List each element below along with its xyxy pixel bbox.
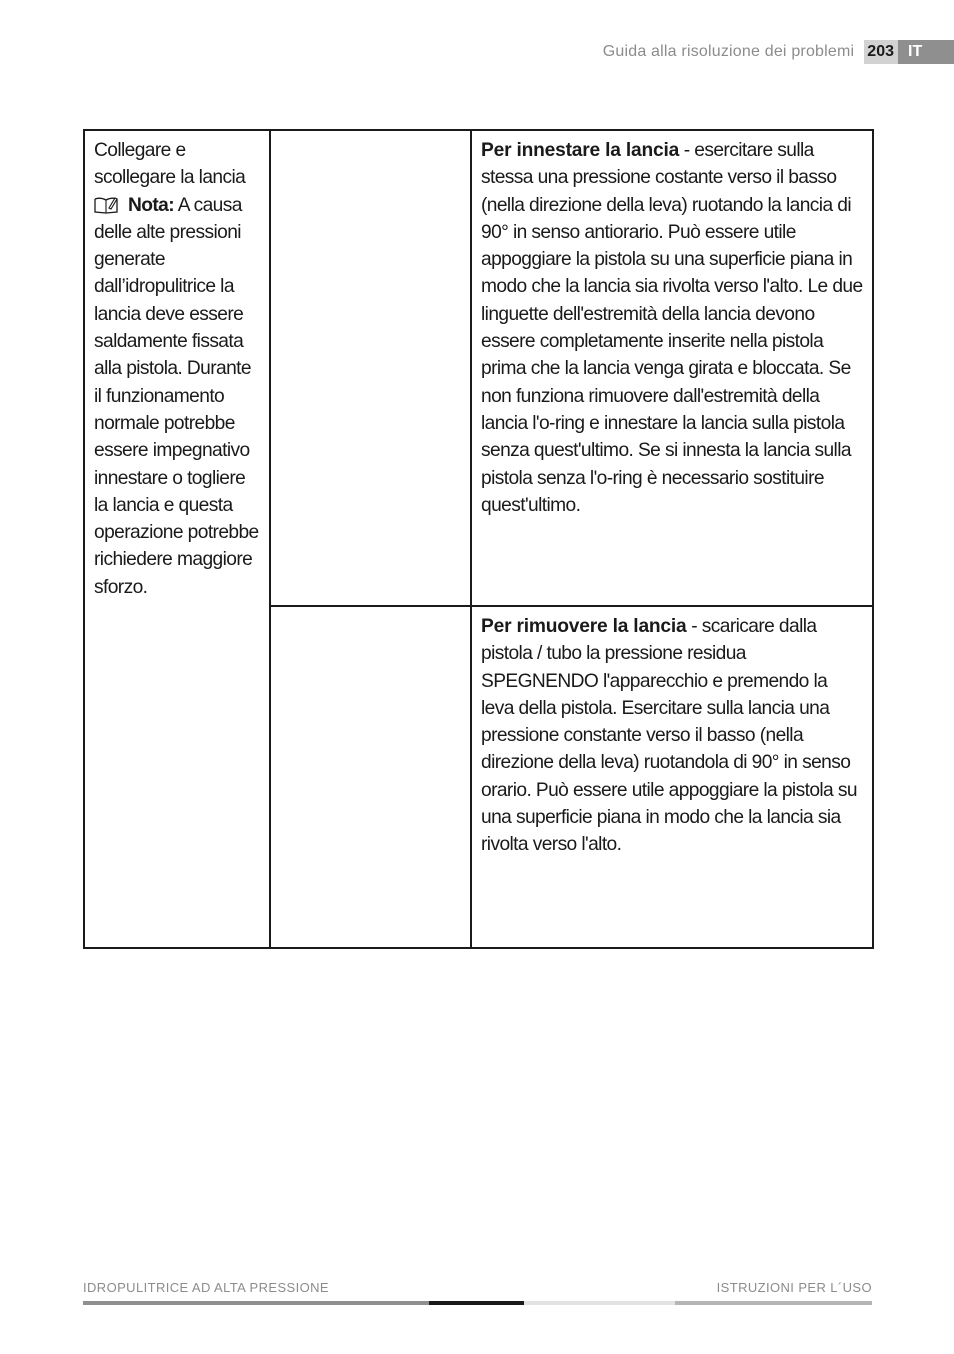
page-header xyxy=(603,40,954,64)
solution-1-heading: Per innestare la lancia xyxy=(481,140,680,161)
solution-cell-2 xyxy=(471,606,873,948)
cause-cell-2 xyxy=(270,606,471,948)
solution-2-text: - scaricare dalla pistola / tubo la pressione residua SPEGNENDO l'apparecchio e premendo la leva della pistola. Esercitare sulla lancia una pressione constante verso il basso (nella direzione della leva) ruotandola di 90° in senso orario. Può essere utile appoggiare la pistola su una superficie piana in modo che la lancia sia rivolta verso l'alto. xyxy=(481,616,857,856)
problem-cell xyxy=(84,130,270,948)
cause-cell-1 xyxy=(270,130,471,606)
footer-bar-segment xyxy=(83,1301,429,1305)
footer-manual: ISTRUZIONI PER L´USO xyxy=(716,1280,872,1295)
note-label: Nota: xyxy=(128,194,175,216)
footer-bar-segment xyxy=(524,1301,675,1305)
note-pencil-icon xyxy=(94,196,118,214)
solution-cell-1 xyxy=(471,130,873,606)
troubleshooting-table xyxy=(83,129,874,949)
note-text: A causa delle alte pressioni generate dall’idropulitrice la lancia deve essere saldamente fissata alla pistola. Durante il funzionamento normale potrebbe essere impegnativo innestare o togliere la lancia e questa operazione potrebbe richiedere maggiore sforzo. xyxy=(94,194,259,598)
page-number: 203 xyxy=(864,40,898,64)
footer-bar-segment xyxy=(675,1301,872,1305)
footer-product: IDROPULITRICE AD ALTA PRESSIONE xyxy=(83,1280,329,1295)
solution-1-text: - esercitare sulla stessa una pressione costante verso il basso (nella direzione della leva) ruotando la lancia di 90° in senso antiorario. Può essere utile appoggiare la pistola su una superficie piana in modo che la lancia sia rivolta verso l'alto. Le due linguette dell'estremità della lancia devono essere completamente inserite nella pistola prima che la lancia venga girata e bloccata. Se non funziona rimuovere dall'estremità della lancia l'o-ring e innestare la lancia sulla pistola senza quest'ultimo. Se si innesta la lancia sulla pistola senza l'o-ring è necessario sostituire quest'ultimo. xyxy=(481,140,863,516)
problem-title-line2: scollegare la lancia xyxy=(94,167,246,189)
problem-title-line1: Collegare e xyxy=(94,140,186,161)
footer-bar-segment xyxy=(429,1301,524,1305)
section-title: Guida alla risoluzione dei problemi xyxy=(602,43,855,60)
footer-bar xyxy=(83,1301,872,1305)
solution-2-heading: Per rimuovere la lancia xyxy=(481,616,687,637)
language-tab: IT xyxy=(898,40,954,64)
